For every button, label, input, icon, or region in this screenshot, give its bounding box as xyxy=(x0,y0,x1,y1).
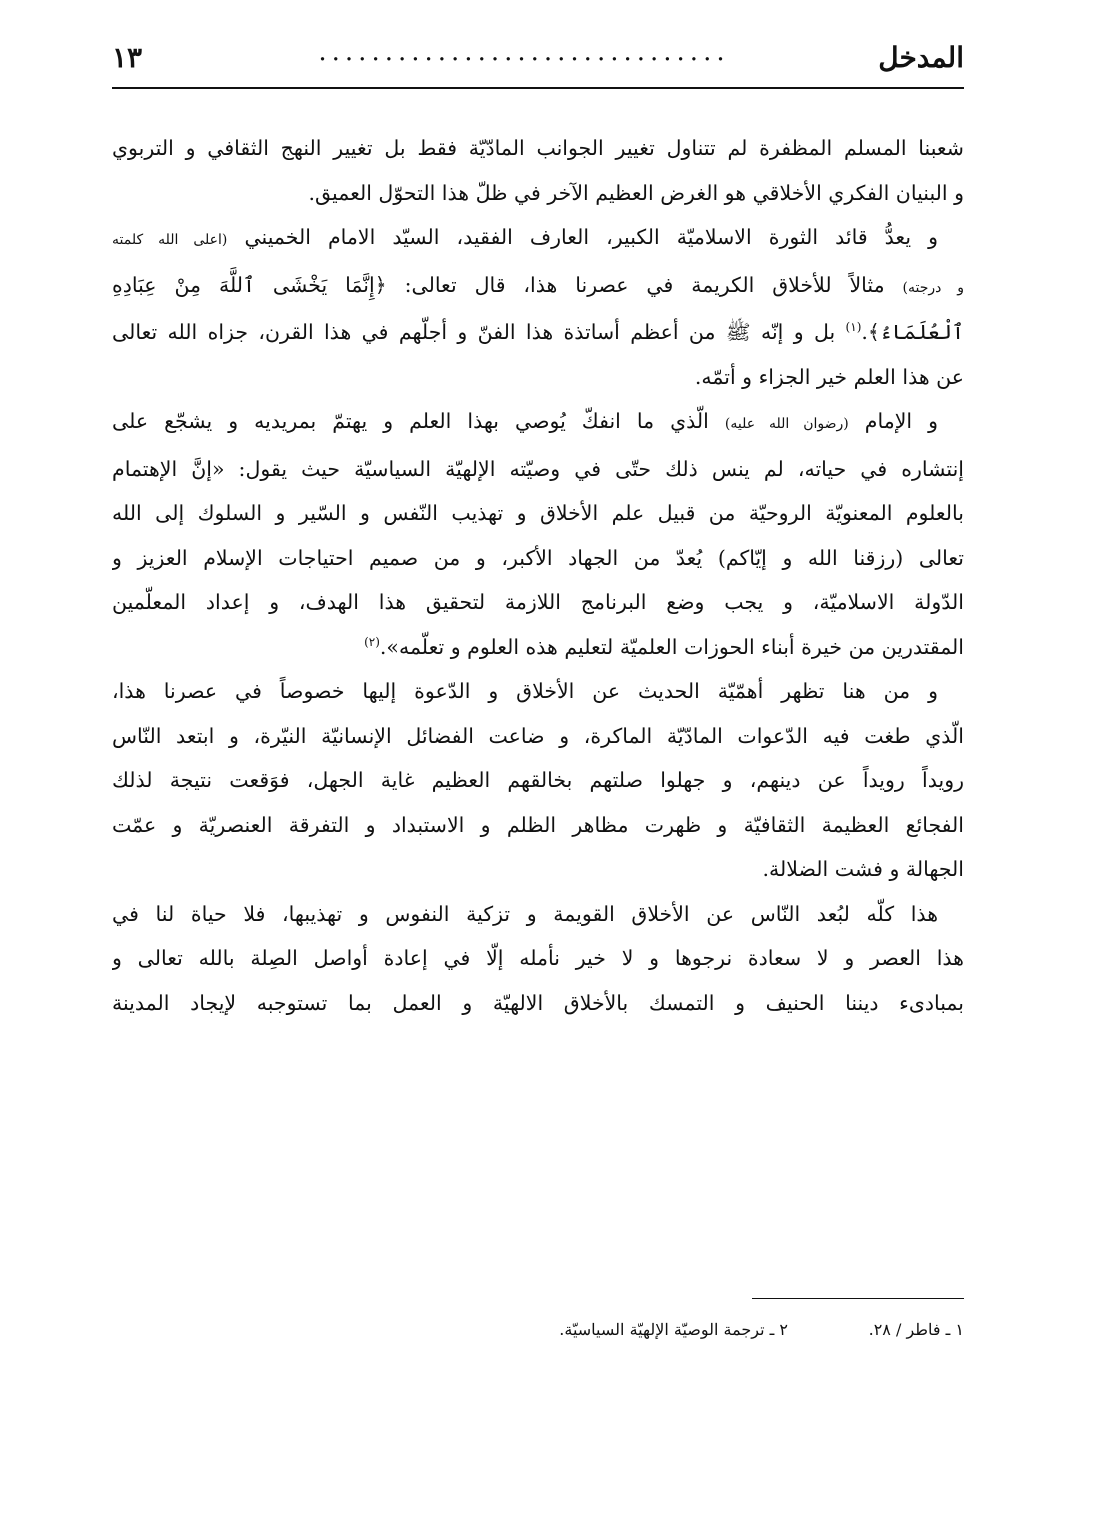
honorific: (رضوان الله عليه) xyxy=(724,416,849,432)
text-line: الجهالة و فشت الضلالة. xyxy=(762,857,964,881)
honorific: و درجته) xyxy=(902,279,964,296)
text-fragment: بل و إنّه ﷺ من أعظم أساتذة هذا الفنّ و أجلّهم في هذا القرن، جزاه الله تعالى xyxy=(112,320,836,344)
text-fragment: و يعدُّ قائد الثورة الاسلاميّة الكبير، العارف الفقيد، السيّد الامام الخميني xyxy=(244,225,938,249)
chapter-title: المدخل xyxy=(878,41,964,74)
main-text xyxy=(112,126,964,1025)
footnote-rule xyxy=(752,1298,964,1299)
text-line: هذا كلّه لبُعد النّاس عن الأخلاق القويمة و تزكية النفوس و تهذيبها، فلا حياة لنا في xyxy=(112,901,939,926)
text-line: هذا العصر و لا سعادة نرجوها و لا خير نأمله إلّا في إعادة أواصل الصِلة بالله تعالى و xyxy=(112,946,964,970)
text-fragment: الّذي ما انفكّ يُوصي بهذا العلم و يهتمّ بمريديه و يشجّع على xyxy=(112,409,709,433)
footnote-ref[interactable]: (١) xyxy=(845,320,862,335)
text-line xyxy=(112,399,964,447)
text-line: بالعلوم المعنويّة الروحيّة من قبيل علم الأخلاق و تهذيب النّفس و السّير و السلوك إلى الله xyxy=(112,501,964,525)
leader-dots: ............................... xyxy=(318,37,730,67)
text-line xyxy=(112,263,964,311)
footnote-ref[interactable]: (٢) xyxy=(364,634,380,649)
text-fragment: المقتدرين من خيرة أبناء الحوزات العلميّة لتعليم هذه العلوم و تعلّمه». xyxy=(379,634,964,659)
text-line: شعبنا المسلم المظفرة لم تتناول تغيير الجوانب المادّيّة فقط بل تغيير النهج الثقافي و التربوي xyxy=(112,136,964,160)
text-line: و البنيان الفكري الأخلاقي هو الغرض العظيم الآخر في ظلّ هذا التحوّل العميق. xyxy=(308,180,964,205)
text-line: الفجائع العظيمة الثقافيّة و ظهرت مظاهر الظلم و الاستبداد و التفرقة العنصريّة و عمّت xyxy=(112,812,964,837)
paragraph-2 xyxy=(112,215,964,399)
text-line: بمبادىء ديننا الحنيف و التمسك بالأخلاق الالهيّة و العمل بما تستوجبه لإيجاد المدينة xyxy=(112,990,964,1015)
footnote-1: ١ ـ فاطر / ٢٨. xyxy=(868,1320,964,1339)
running-header xyxy=(112,36,964,84)
text-line xyxy=(112,625,964,670)
paragraph-1 xyxy=(112,126,964,215)
text-line: و من هنا تظهر أهمّيّة الحديث عن الأخلاق و الدّعوة إليها خصوصاً في عصرنا هذا، xyxy=(112,679,938,703)
text-line: الدّولة الاسلاميّة، و يجب وضع البرنامج اللازمة لتحقيق هذا الهدف، و إعداد المعلّمين xyxy=(112,590,964,614)
header-rule xyxy=(112,87,964,89)
text-line: عن هذا العلم خير الجزاء و أتمّه. xyxy=(694,364,964,389)
text-fragment: مثالاً للأخلاق الكريمة في عصرنا هذا، قال تعالى: ﴿إِنَّمَا يَخْشَى ٱللَّهَ مِنْ عِبَادِهِ xyxy=(112,272,885,297)
paragraph-3 xyxy=(112,399,964,669)
text-line: رويداً رويداً عن دينهم، و جهلوا صلتهم بخالقهم العظيم غاية الجهل، فوَقعت نتيجة لذلك xyxy=(112,768,964,792)
text-line: الّذي طغت فيه الدّعوات المادّيّة الماكرة، و ضاعت الفضائل الإنسانيّة النيّرة، و ابتعد النّاس xyxy=(112,723,964,748)
text-line: إنتشاره في حياته، لم ينس ذلك حتّى في وصيّته الإلهيّة السياسيّة حيث يقول: «إنَّ الإهتمام xyxy=(112,456,964,481)
paragraph-4 xyxy=(112,669,964,892)
text-fragment: و الإمام xyxy=(864,409,938,433)
text-line xyxy=(112,310,964,355)
text-line: تعالى (رزقنا الله و إيّاكم) يُعدّ من الجهاد الأكبر، و من صميم احتياجات الإسلام العزيز و xyxy=(112,545,964,570)
text-fragment: ٱلْعُلَمَاءُ﴾. xyxy=(861,320,964,344)
text-line xyxy=(112,215,964,263)
page-number: ١٣ xyxy=(112,41,143,74)
honorific: (اعلى الله كلمته xyxy=(112,232,228,248)
paragraph-5 xyxy=(112,892,964,1026)
footnote-2: ٢ ـ ترجمة الوصيّة الإلهيّة السياسيّة. xyxy=(559,1320,788,1339)
